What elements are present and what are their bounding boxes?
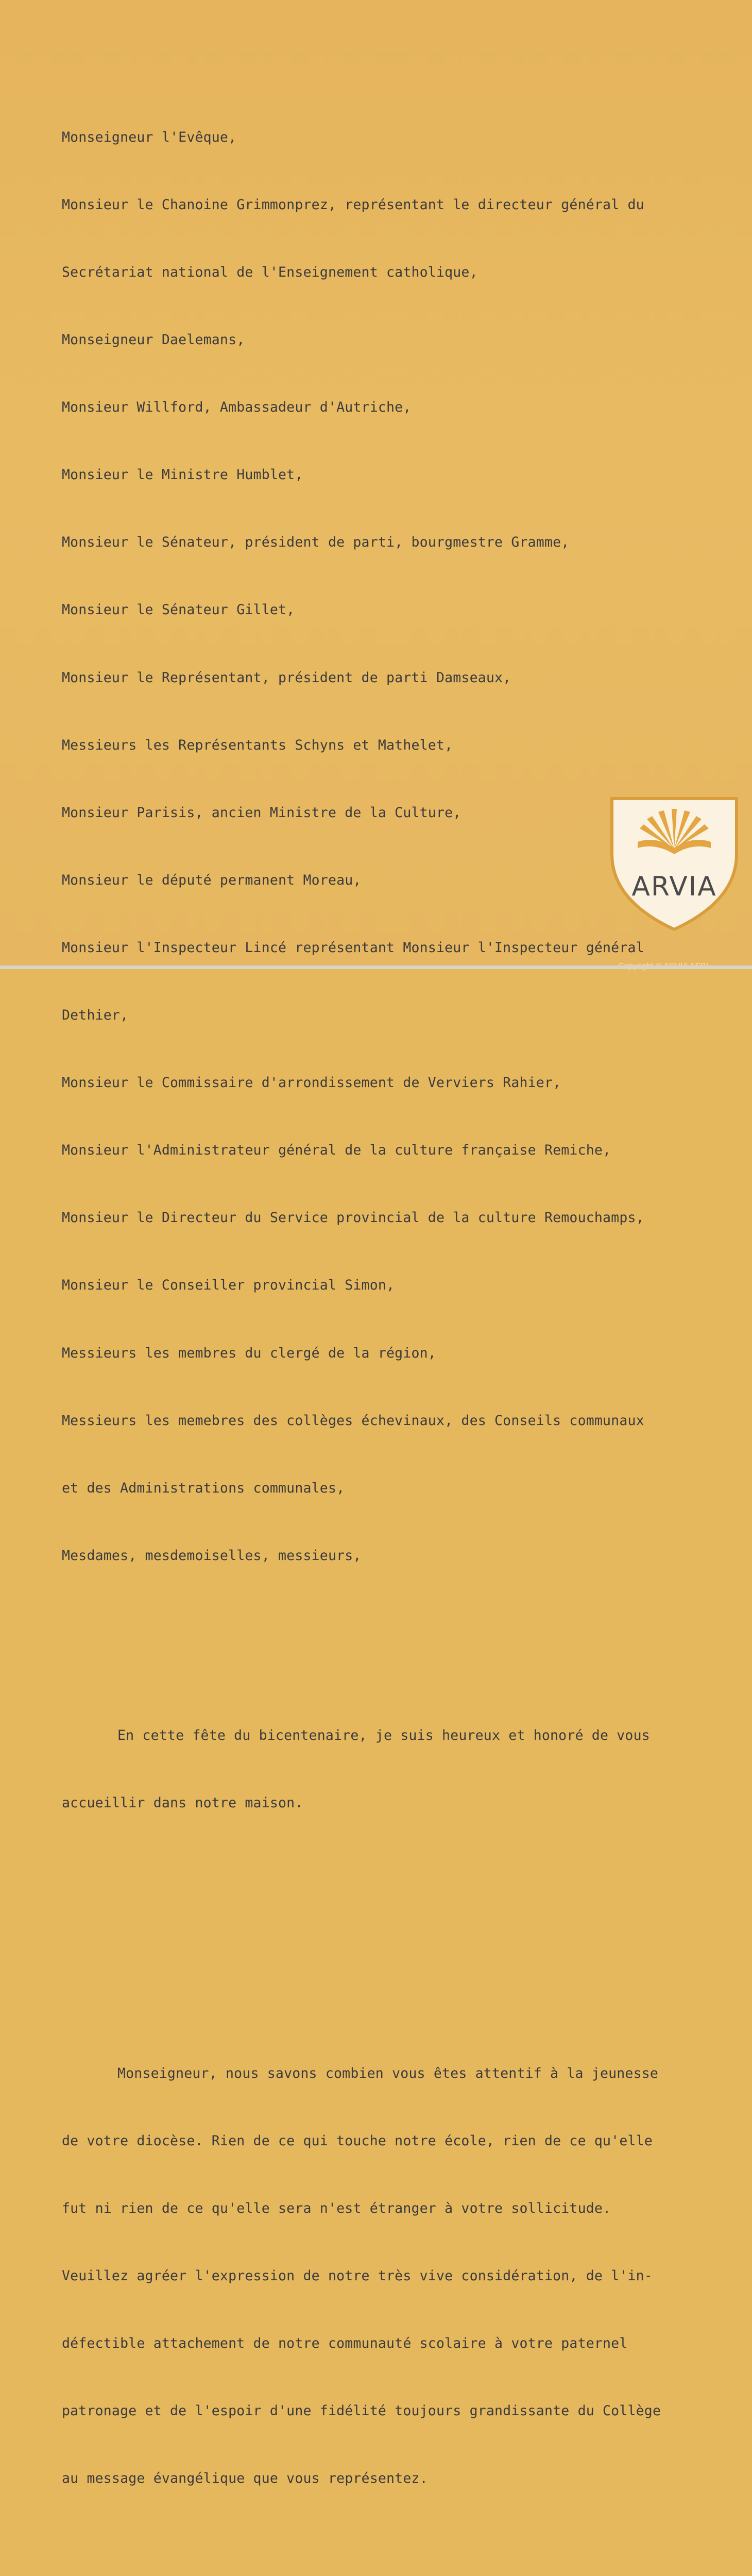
scan-edge — [0, 965, 752, 969]
letter-body — [62, 36, 731, 2576]
addressee-line: Monsieur le Sénateur Gillet, — [62, 602, 295, 618]
addressee-line: Messieurs les membres du clergé de la région, — [62, 1345, 436, 1361]
shield-icon — [609, 792, 740, 933]
addressee-line: Monsieur le député permanent Moreau, — [62, 872, 362, 888]
addressee-line: Monsieur le Représentant, président de parti Damseaux, — [62, 669, 511, 686]
addressee-line: Messieurs les memebres des collèges échevinaux, des Conseils communaux — [62, 1412, 644, 1429]
logo-text: ARVIA — [631, 871, 717, 902]
paragraph-line: accueillir dans notre maison. — [62, 1795, 303, 1811]
paragraph-welcome — [62, 1680, 731, 1860]
paragraph-line: Monseigneur, nous savons combien vous êtes attentif à la jeunesse — [117, 2065, 659, 2081]
addressee-line: Monsieur l'Inspecteur Lincé représentant Monsieur l'Inspecteur général — [62, 939, 644, 956]
addressee-line: Monsieur l'Administrateur général de la culture française Remiche, — [62, 1142, 611, 1159]
addressee-line: et des Administrations communales, — [62, 1480, 345, 1496]
addressee-line: Monsieur le Conseiller provincial Simon, — [62, 1277, 395, 1294]
arvia-watermark-logo — [609, 792, 740, 933]
addressee-line: Monsieur le Directeur du Service provincial de la culture Remouchamps, — [62, 1210, 644, 1226]
addressee-line: Monsieur le Chanoine Grimmonprez, représentant le directeur général du — [62, 196, 644, 213]
addressee-line: Monsieur Willford, Ambassadeur d'Autriche, — [62, 399, 412, 416]
addressee-line: Monsieur le Ministre Humblet, — [62, 467, 303, 483]
addressee-line: Monsieur Parisis, ancien Ministre de la Culture, — [62, 804, 462, 821]
paragraph-line: Veuillez agréer l'expression de notre très vive considération, de l'in- — [62, 2268, 653, 2284]
addressee-line: Secrétariat national de l'Enseignement catholique, — [62, 264, 478, 280]
paragraph-line: de votre diocèse. Rien de ce qui touche notre école, rien de ce qu'elle — [62, 2132, 653, 2149]
paragraph-spacer — [62, 1927, 731, 1950]
addressee-line: Messieurs les Représentants Schyns et Mathelet, — [62, 737, 453, 753]
addressee-line: Mesdames, mesdemoiselles, messieurs, — [62, 1547, 362, 1564]
paragraph-line: défectible attachement de notre communauté scolaire à votre paternel — [62, 2335, 628, 2352]
paragraph-line: En cette fête du bicentenaire, je suis heureux et honoré de vous — [117, 1727, 650, 1744]
paragraph-line: fut ni rien de ce qu'elle sera n'est étranger à votre sollicitude. — [62, 2200, 611, 2217]
addressee-line: Dethier, — [62, 1007, 129, 1024]
paragraph-line: patronage et de l'espoir d'une fidélité toujours grandissante du Collège — [62, 2403, 661, 2419]
addressee-line: Monseigneur l'Evêque, — [62, 129, 237, 145]
addressee-line: Monsieur le Sénateur, président de parti, bourgmestre Gramme, — [62, 534, 570, 551]
addressee-line: Monsieur le Commissaire d'arrondissement de Verviers Rahier, — [62, 1075, 561, 1091]
paragraph-bishop — [62, 2017, 731, 2535]
paragraph-line: au message évangélique que vous représentez. — [62, 2470, 428, 2487]
addressee-line: Monseigneur Daelemans, — [62, 332, 245, 348]
